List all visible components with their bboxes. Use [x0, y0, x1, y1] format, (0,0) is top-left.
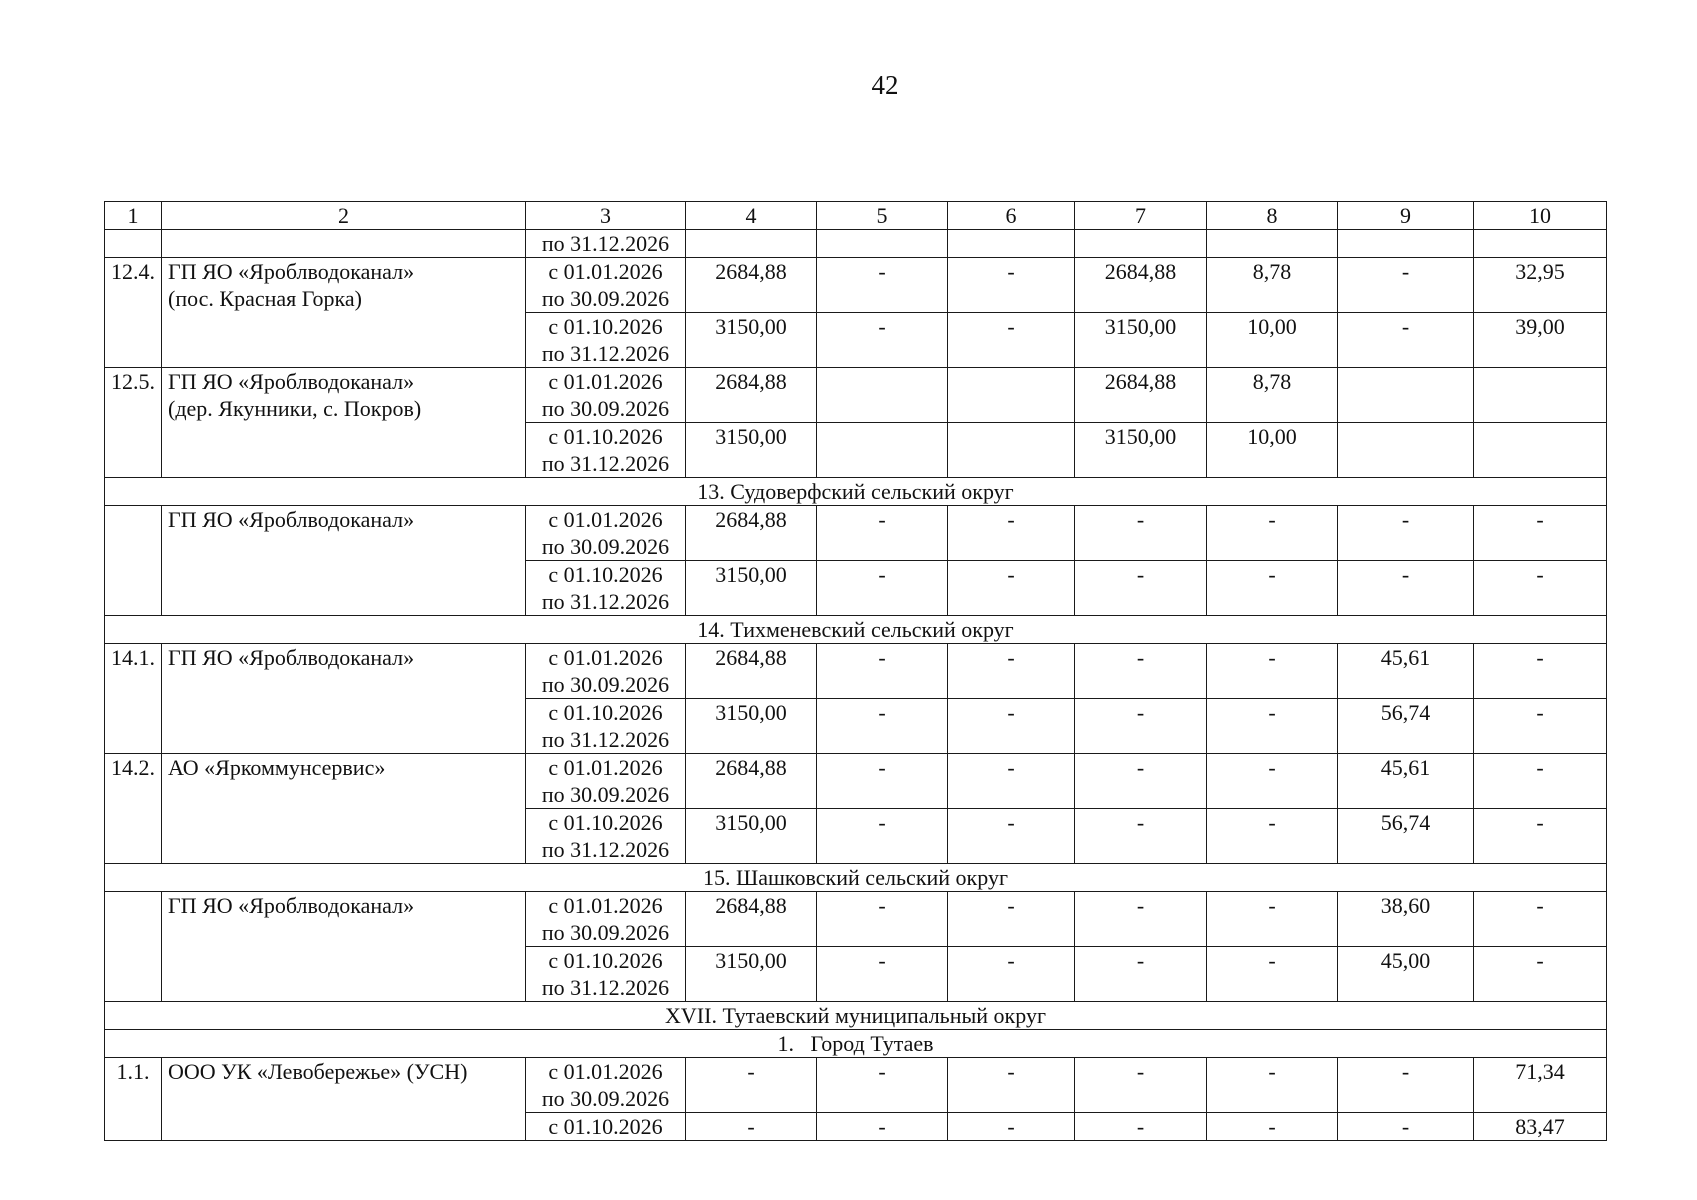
- header-cell: 3: [526, 202, 686, 230]
- org-name-line: ООО УК «Левобережье» (УСН): [168, 1059, 468, 1084]
- value-cell: -: [948, 809, 1075, 864]
- value-cell: -: [948, 1058, 1075, 1113]
- subsection-heading: 1. Город Тутаев: [105, 1030, 1607, 1058]
- period-end: по 30.09.2026: [541, 534, 670, 559]
- value-cell: -: [1338, 561, 1474, 616]
- value-cell: [817, 368, 948, 423]
- value-cell: 8,78: [1207, 368, 1338, 423]
- value-cell: [1075, 230, 1207, 258]
- value-cell: -: [1075, 947, 1207, 1002]
- value-cell: [1474, 230, 1607, 258]
- period-start: с 01.01.2026: [548, 645, 663, 670]
- value-cell: 3150,00: [686, 947, 817, 1002]
- org-name: [162, 1058, 526, 1141]
- org-name: [162, 892, 526, 1002]
- value-cell: 3150,00: [686, 423, 817, 478]
- period-end: по 30.09.2026: [541, 672, 670, 697]
- org-name: [162, 258, 526, 368]
- value-cell: [948, 423, 1075, 478]
- table-row: [105, 230, 1607, 258]
- period-start: с 01.10.2026: [548, 1114, 663, 1139]
- header-cell: 6: [948, 202, 1075, 230]
- value-cell: 2684,88: [686, 506, 817, 561]
- period-end: по 31.12.2026: [541, 589, 670, 614]
- page-number: 42: [871, 70, 899, 100]
- period: [526, 423, 686, 478]
- section-row: [105, 864, 1607, 892]
- value-cell: -: [1338, 1058, 1474, 1113]
- value-cell: -: [948, 892, 1075, 947]
- value-cell: [1207, 230, 1338, 258]
- header-cell: 4: [686, 202, 817, 230]
- value-cell: -: [1207, 699, 1338, 754]
- value-cell: 83,47: [1474, 1113, 1607, 1141]
- value-cell: -: [948, 561, 1075, 616]
- period-start: с 01.10.2026: [548, 700, 663, 725]
- value-cell: -: [1075, 1113, 1207, 1141]
- row-number: 1.1.: [105, 1058, 162, 1141]
- section-heading: 15. Шашковский сельский округ: [105, 864, 1607, 892]
- value-cell: 2684,88: [1075, 368, 1207, 423]
- org-location-line: (пос. Красная Горка): [168, 286, 363, 311]
- value-cell: -: [948, 699, 1075, 754]
- period-end: по 30.09.2026: [541, 920, 670, 945]
- org-name: [162, 230, 526, 258]
- value-cell: 3150,00: [686, 809, 817, 864]
- org-name: [162, 506, 526, 616]
- value-cell: 3150,00: [1075, 423, 1207, 478]
- value-cell: 71,34: [1474, 1058, 1607, 1113]
- period: [526, 947, 686, 1002]
- table-row: [105, 258, 1607, 313]
- table-row: [105, 892, 1607, 947]
- value-cell: -: [1474, 561, 1607, 616]
- value-cell: -: [1075, 506, 1207, 561]
- value-cell: 38,60: [1338, 892, 1474, 947]
- value-cell: -: [1207, 506, 1338, 561]
- value-cell: -: [1338, 258, 1474, 313]
- org-name-line: ГП ЯО «Яроблводоканал»: [168, 259, 415, 284]
- value-cell: -: [1338, 313, 1474, 368]
- value-cell: -: [817, 313, 948, 368]
- period: [526, 754, 686, 809]
- value-cell: 3150,00: [686, 561, 817, 616]
- value-cell: -: [1474, 754, 1607, 809]
- value-cell: 2684,88: [686, 258, 817, 313]
- org-name-line: ГП ЯО «Яроблводоканал»: [168, 507, 415, 532]
- value-cell: -: [817, 754, 948, 809]
- value-cell: -: [817, 809, 948, 864]
- value-cell: -: [1075, 644, 1207, 699]
- tariff-table: [104, 201, 1607, 1141]
- period-end: по 31.12.2026: [526, 230, 686, 258]
- value-cell: -: [1474, 644, 1607, 699]
- row-number: [105, 892, 162, 1002]
- value-cell: -: [817, 258, 948, 313]
- period-end: по 30.09.2026: [541, 396, 670, 421]
- value-cell: -: [948, 947, 1075, 1002]
- table-row: [105, 506, 1607, 561]
- period-start: с 01.01.2026: [548, 507, 663, 532]
- header-cell: 5: [817, 202, 948, 230]
- row-number: 12.5.: [105, 368, 162, 478]
- value-cell: 2684,88: [686, 644, 817, 699]
- table-row: [105, 754, 1607, 809]
- header-cell: 7: [1075, 202, 1207, 230]
- value-cell: -: [1075, 809, 1207, 864]
- period-start: с 01.01.2026: [548, 755, 663, 780]
- period: [526, 1113, 686, 1141]
- value-cell: -: [817, 644, 948, 699]
- value-cell: -: [1075, 699, 1207, 754]
- value-cell: -: [817, 1113, 948, 1141]
- value-cell: 2684,88: [1075, 258, 1207, 313]
- section-heading: 14. Тихменевский сельский округ: [105, 616, 1607, 644]
- header-cell: 9: [1338, 202, 1474, 230]
- value-cell: -: [1474, 809, 1607, 864]
- value-cell: -: [1207, 754, 1338, 809]
- section-row: [105, 1030, 1607, 1058]
- value-cell: 56,74: [1338, 809, 1474, 864]
- period-start: с 01.01.2026: [548, 259, 663, 284]
- period-end: по 31.12.2026: [541, 975, 670, 1000]
- value-cell: -: [1207, 561, 1338, 616]
- period-start: с 01.01.2026: [548, 1059, 663, 1084]
- value-cell: 2684,88: [686, 892, 817, 947]
- value-cell: -: [1075, 561, 1207, 616]
- value-cell: -: [1207, 1113, 1338, 1141]
- org-name: [162, 644, 526, 754]
- value-cell: -: [1338, 506, 1474, 561]
- period: [526, 313, 686, 368]
- value-cell: -: [948, 313, 1075, 368]
- value-cell: -: [1075, 754, 1207, 809]
- value-cell: 32,95: [1474, 258, 1607, 313]
- period: [526, 258, 686, 313]
- value-cell: 2684,88: [686, 368, 817, 423]
- table-header-row: [105, 202, 1607, 230]
- period: [526, 809, 686, 864]
- period: [526, 506, 686, 561]
- value-cell: [1338, 230, 1474, 258]
- value-cell: -: [948, 754, 1075, 809]
- value-cell: -: [948, 1113, 1075, 1141]
- value-cell: 3150,00: [686, 699, 817, 754]
- value-cell: -: [948, 644, 1075, 699]
- period-start: с 01.01.2026: [548, 369, 663, 394]
- value-cell: -: [1207, 809, 1338, 864]
- period-end: по 31.12.2026: [541, 727, 670, 752]
- value-cell: -: [1474, 947, 1607, 1002]
- value-cell: -: [1338, 1113, 1474, 1141]
- value-cell: [817, 423, 948, 478]
- period-end: по 31.12.2026: [541, 837, 670, 862]
- period-start: с 01.10.2026: [548, 424, 663, 449]
- value-cell: -: [1474, 892, 1607, 947]
- value-cell: 45,00: [1338, 947, 1474, 1002]
- value-cell: 8,78: [1207, 258, 1338, 313]
- value-cell: -: [817, 1058, 948, 1113]
- row-number: [105, 230, 162, 258]
- value-cell: [1474, 423, 1607, 478]
- period-start: с 01.10.2026: [548, 810, 663, 835]
- value-cell: -: [1207, 892, 1338, 947]
- value-cell: -: [686, 1058, 817, 1113]
- value-cell: 56,74: [1338, 699, 1474, 754]
- org-name: [162, 754, 526, 864]
- period-start: с 01.10.2026: [548, 948, 663, 973]
- value-cell: -: [1207, 644, 1338, 699]
- value-cell: -: [948, 506, 1075, 561]
- org-location-line: (дер. Якунники, с. Покров): [168, 396, 422, 421]
- value-cell: -: [817, 947, 948, 1002]
- value-cell: -: [1207, 947, 1338, 1002]
- value-cell: [948, 230, 1075, 258]
- period-start: с 01.01.2026: [548, 893, 663, 918]
- period: [526, 368, 686, 423]
- value-cell: [948, 368, 1075, 423]
- value-cell: -: [817, 561, 948, 616]
- section-row: [105, 1002, 1607, 1030]
- value-cell: 2684,88: [686, 754, 817, 809]
- header-cell: 1: [105, 202, 162, 230]
- org-name-line: ГП ЯО «Яроблводоканал»: [168, 369, 415, 394]
- period-end: по 30.09.2026: [541, 286, 670, 311]
- value-cell: -: [817, 506, 948, 561]
- period: [526, 1058, 686, 1113]
- value-cell: [686, 230, 817, 258]
- value-cell: -: [817, 892, 948, 947]
- value-cell: -: [686, 1113, 817, 1141]
- period: [526, 699, 686, 754]
- value-cell: [1338, 423, 1474, 478]
- value-cell: 3150,00: [686, 313, 817, 368]
- value-cell: 45,61: [1338, 754, 1474, 809]
- period-end: по 30.09.2026: [541, 1086, 670, 1111]
- org-name-line: ГП ЯО «Яроблводоканал»: [168, 893, 415, 918]
- value-cell: 45,61: [1338, 644, 1474, 699]
- row-number: [105, 506, 162, 616]
- period-start: с 01.10.2026: [548, 562, 663, 587]
- value-cell: 10,00: [1207, 313, 1338, 368]
- period-end: по 30.09.2026: [541, 782, 670, 807]
- value-cell: 10,00: [1207, 423, 1338, 478]
- section-heading: XVII. Тутаевский муниципальный округ: [105, 1002, 1607, 1030]
- value-cell: [1474, 368, 1607, 423]
- header-cell: 2: [162, 202, 526, 230]
- period: [526, 561, 686, 616]
- period-start: с 01.10.2026: [548, 314, 663, 339]
- table-row: [105, 368, 1607, 423]
- value-cell: [1338, 368, 1474, 423]
- value-cell: [817, 230, 948, 258]
- section-heading: 13. Судоверфский сельский округ: [105, 478, 1607, 506]
- value-cell: 39,00: [1474, 313, 1607, 368]
- value-cell: -: [1075, 892, 1207, 947]
- period: [526, 644, 686, 699]
- value-cell: -: [1207, 1058, 1338, 1113]
- value-cell: -: [1474, 506, 1607, 561]
- org-name-line: АО «Яркоммунсервис»: [168, 755, 386, 780]
- org-name: [162, 368, 526, 478]
- section-row: [105, 478, 1607, 506]
- org-name-line: ГП ЯО «Яроблводоканал»: [168, 645, 415, 670]
- value-cell: -: [1474, 699, 1607, 754]
- period: [526, 892, 686, 947]
- table-row: [105, 644, 1607, 699]
- table-row: [105, 1058, 1607, 1113]
- row-number: 14.1.: [105, 644, 162, 754]
- value-cell: 3150,00: [1075, 313, 1207, 368]
- period-end: по 31.12.2026: [541, 341, 670, 366]
- value-cell: -: [817, 699, 948, 754]
- period-end: по 31.12.2026: [541, 451, 670, 476]
- row-number: 14.2.: [105, 754, 162, 864]
- value-cell: -: [1075, 1058, 1207, 1113]
- section-row: [105, 616, 1607, 644]
- value-cell: -: [948, 258, 1075, 313]
- row-number: 12.4.: [105, 258, 162, 368]
- header-cell: 8: [1207, 202, 1338, 230]
- header-cell: 10: [1474, 202, 1607, 230]
